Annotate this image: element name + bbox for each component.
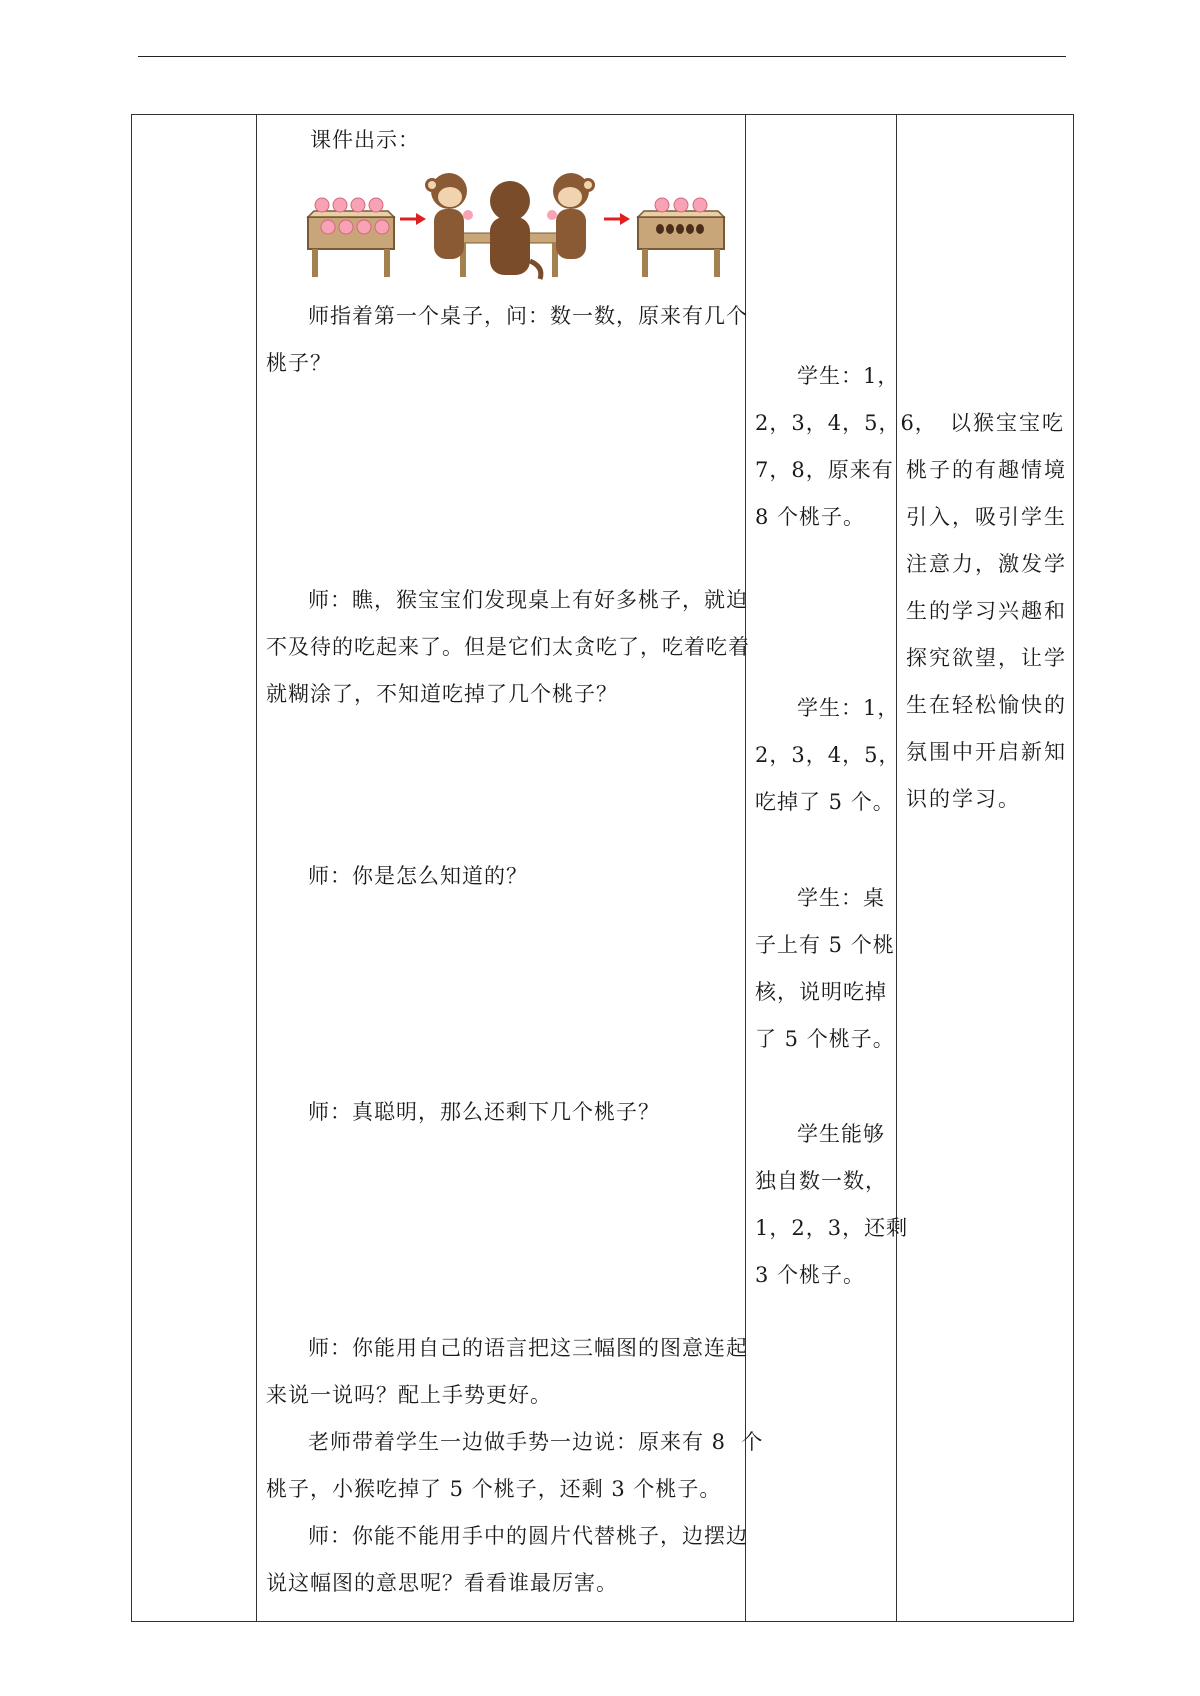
table-remaining-icon	[638, 198, 724, 277]
monkeys-eating-icon	[425, 173, 595, 279]
teacher-paragraph: 师：你是怎么知道的？	[308, 864, 528, 888]
student-response: 学生：桌 子上有 5 个桃 核，说明吃掉 了 5 个桃子。	[755, 886, 895, 1051]
table-full-icon	[308, 198, 394, 277]
teacher-paragraph: 师：真聪明，那么还剩下几个桃子？	[308, 1100, 660, 1124]
student-response: 学生：1， 2，3，4，5，6， 7，8，原来有 8 个桃子。	[755, 364, 937, 529]
lesson-table	[131, 114, 1074, 1622]
arrow-icon	[604, 213, 630, 225]
column-divider	[896, 115, 897, 1621]
teacher-paragraph: 师：你能用自己的语言把这三幅图的图意连起 来说一说吗？配上手势更好。 老师带着学生一边做手势一边说：原来有 8 个 桃子，小猴吃掉了 5 个桃子，还剩 3 个桃子。 师：你能不能用手中的圆片代替桃子，边摆边 说这幅图的意思呢？看看谁最厉害。	[266, 1336, 764, 1595]
header-rule	[138, 56, 1066, 57]
courseware-label: 课件出示：	[310, 128, 420, 152]
column-divider	[256, 115, 257, 1621]
arrow-icon	[400, 213, 426, 225]
design-intent: 以猴宝宝吃 桃子的有趣情境 引入，吸引学生 注意力，激发学 生的学习兴趣和 探究欲望，让学 生在轻松愉快的 氛围中开启新知 识的学习。	[906, 411, 1067, 811]
student-response: 学生能够 独自数一数， 1，2，3，还剩 3 个桃子。	[755, 1122, 909, 1287]
teacher-paragraph: 师：瞧，猴宝宝们发现桌上有好多桃子，就迫 不及待的吃起来了。但是它们太贪吃了，吃着吃着 就糊涂了，不知道吃掉了几个桃子？	[266, 588, 750, 706]
monkey-peach-illustration	[304, 171, 728, 281]
student-response: 学生：1， 2，3，4，5， 吃掉了 5 个。	[755, 696, 901, 814]
teacher-paragraph: 师指着第一个桌子，问：数一数，原来有几个 桃子？	[266, 304, 748, 375]
